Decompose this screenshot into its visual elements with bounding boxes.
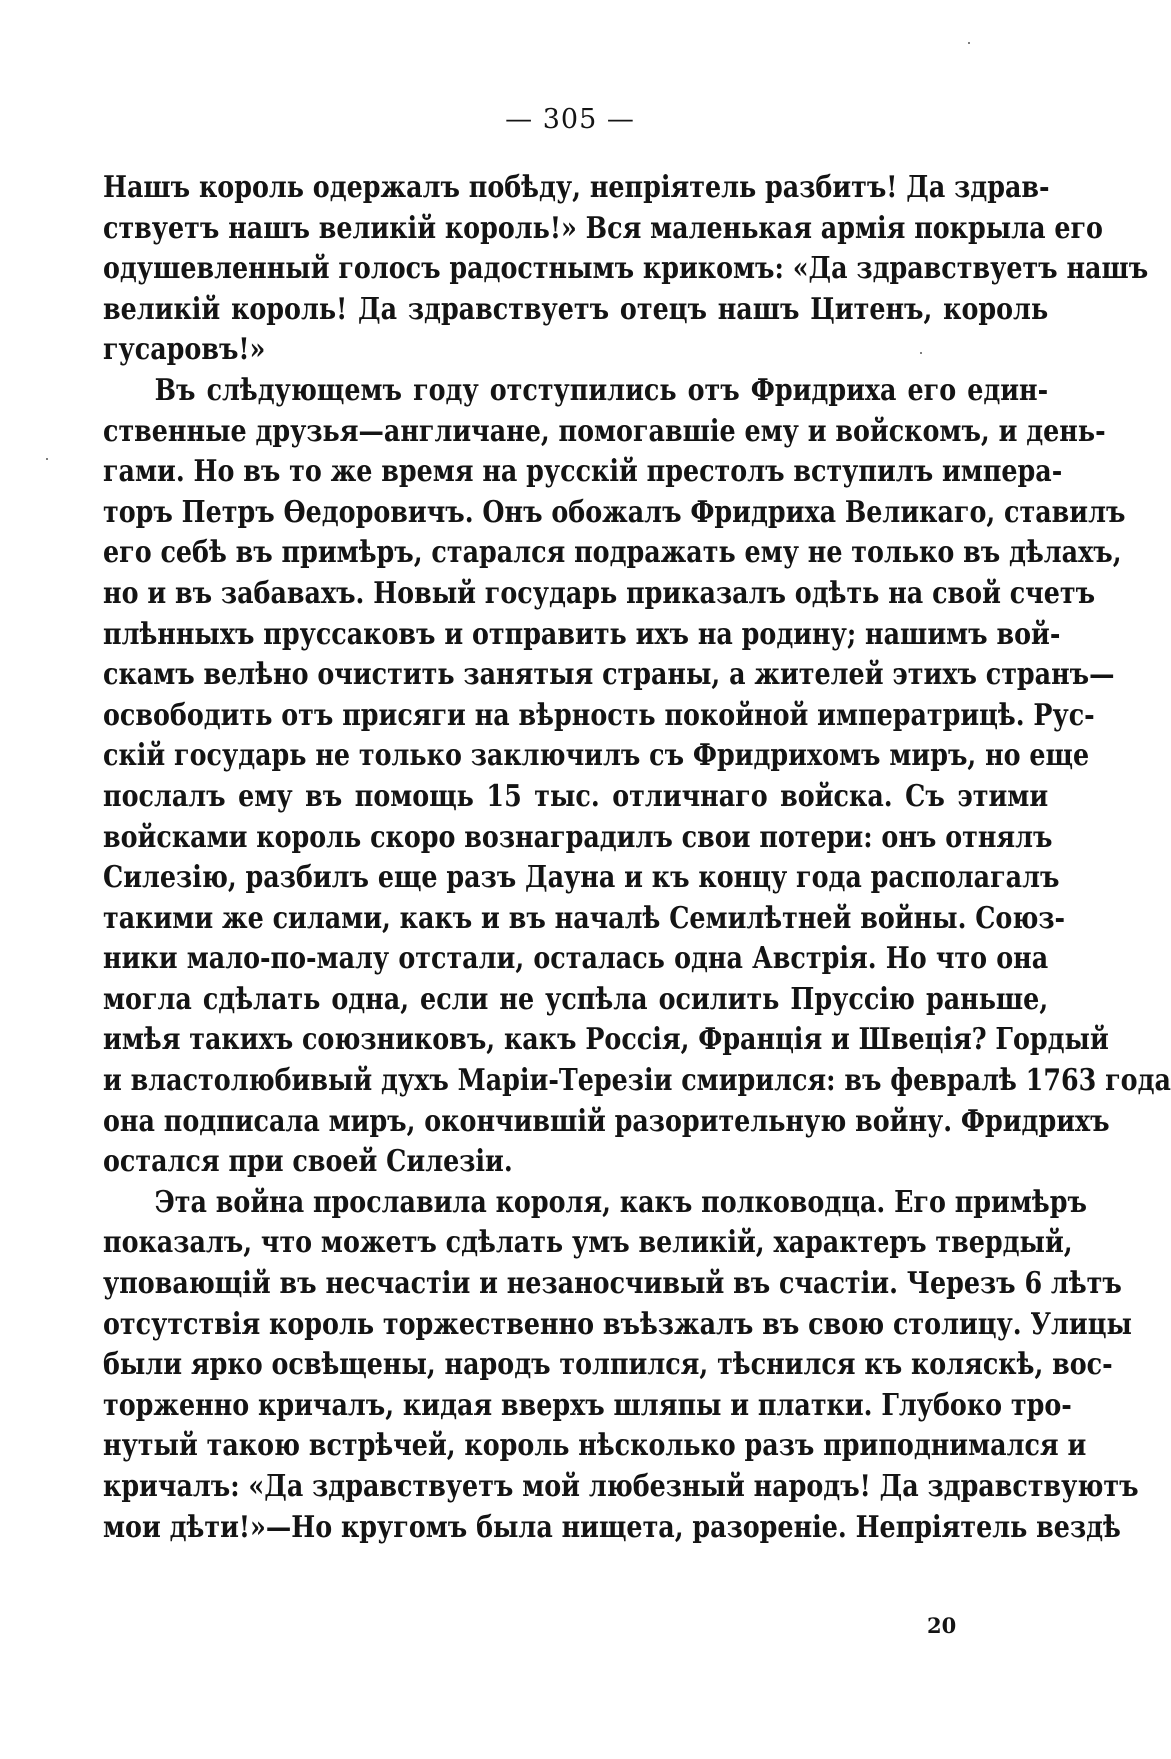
text-line: Силезію, разбилъ еще разъ Дауна и къ концу года располагалъ (103, 859, 1060, 895)
text-line: скамъ велѣно очистить занятыя страны, а жителей этихъ странъ— (103, 656, 1115, 692)
text-line: войсками король скоро вознаградилъ свои потери: онъ отнялъ (103, 818, 1053, 854)
text-line: уповающій въ несчастіи и незаносчивый въ счастіи. Черезъ 6 лѣтъ (103, 1265, 1122, 1301)
text-line: великій король! Да здравствуетъ отецъ нашъ Цитенъ, король (103, 290, 1049, 326)
text-line: она подписала миръ, окончившій разорительную войну. Фридрихъ (103, 1102, 1110, 1138)
signature-mark: 20 (927, 1613, 957, 1638)
text-line: его себѣ въ примѣръ, старался подражать ему не только въ дѣлахъ, (103, 534, 1122, 570)
text-line: мои дѣти!»—Но кругомъ была нищета, разореніе. Непріятель вездѣ (103, 1508, 1121, 1544)
text-line: ники мало-по-малу отстали, осталась одна Австрія. Но что она (103, 940, 1049, 976)
text-line: торъ Петръ Ѳедоровичъ. Онъ обожалъ Фридриха Великаго, ставилъ (103, 493, 1126, 529)
text-line: освободить отъ присяги на вѣрность покойной императрицѣ. Рус- (103, 696, 1095, 732)
scan-speck (46, 458, 48, 460)
paragraph-2 (103, 370, 1171, 1182)
text-line: отсутствія король торжественно въѣзжалъ въ свою столицу. Улицы (103, 1305, 1132, 1341)
text-line: плѣнныхъ пруссаковъ и отправить ихъ на родину; нашимъ вой- (103, 615, 1061, 651)
text-line: нутый такою встрѣчей, король нѣсколько разъ приподнимался и (103, 1427, 1087, 1463)
scan-speck (920, 352, 922, 354)
scan-speck (968, 42, 970, 44)
text-line: торженно кричалъ, кидая вверхъ шляпы и платки. Глубоко тро- (103, 1386, 1072, 1422)
text-line: Въ слѣдующемъ году отступились отъ Фридриха его един- (154, 371, 1049, 407)
text-line: ствуетъ нашъ великій король!» Вся маленькая армія покрыла его (103, 209, 1103, 245)
text-line: имѣя такихъ союзниковъ, какъ Россія, Франція и Швеція? Гордый (103, 1021, 1109, 1057)
text-line: но и въ забавахъ. Новый государь приказалъ одѣть на свой счетъ (103, 574, 1096, 610)
text-line: могла сдѣлать одна, если не успѣла осилить Пруссію раньше, (103, 980, 1049, 1016)
text-line: скій государь не только заключилъ съ Фридрихомъ миръ, но еще (103, 737, 1090, 773)
text-line: такими же силами, какъ и въ началѣ Семилѣтней войны. Союз- (103, 899, 1066, 935)
text-line: кричалъ: «Да здравствуетъ мой любезный народъ! Да здравствуютъ (103, 1468, 1139, 1503)
text-line: и властолюбивый духъ Маріи-Терезіи смирился: въ февралѣ 1763 года (103, 1062, 1171, 1098)
text-line: ственные друзья—англичане, помогавшіе ему и войскомъ, и день- (103, 412, 1106, 448)
text-line: были ярко освѣщены, народъ толпился, тѣснился къ коляскѣ, вос- (103, 1346, 1113, 1382)
body-text (103, 167, 1171, 1547)
text-line: Нашъ король одержалъ побѣду, непріятель разбитъ! Да здрав- (103, 169, 1050, 204)
paragraph-1 (103, 167, 1149, 370)
text-line: гусаровъ!» (103, 331, 266, 367)
text-line: гами. Но въ то же время на русскій престолъ вступилъ импера- (103, 453, 1063, 489)
paragraph-3 (103, 1182, 1139, 1547)
text-line: показалъ, что можетъ сдѣлать умъ великій, характеръ твердый, (103, 1224, 1073, 1260)
text-line: остался при своей Силезіи. (103, 1143, 513, 1179)
text-line: одушевленный голосъ радостнымъ крикомъ: «Да здравствуетъ нашъ (103, 250, 1149, 286)
text-line: послалъ ему въ помощь 15 тыс. отличнаго войска. Съ этими (103, 777, 1049, 813)
text-line: Эта война прославила короля, какъ полководца. Его примѣръ (154, 1183, 1087, 1219)
page-number: — 305 — (505, 104, 635, 135)
